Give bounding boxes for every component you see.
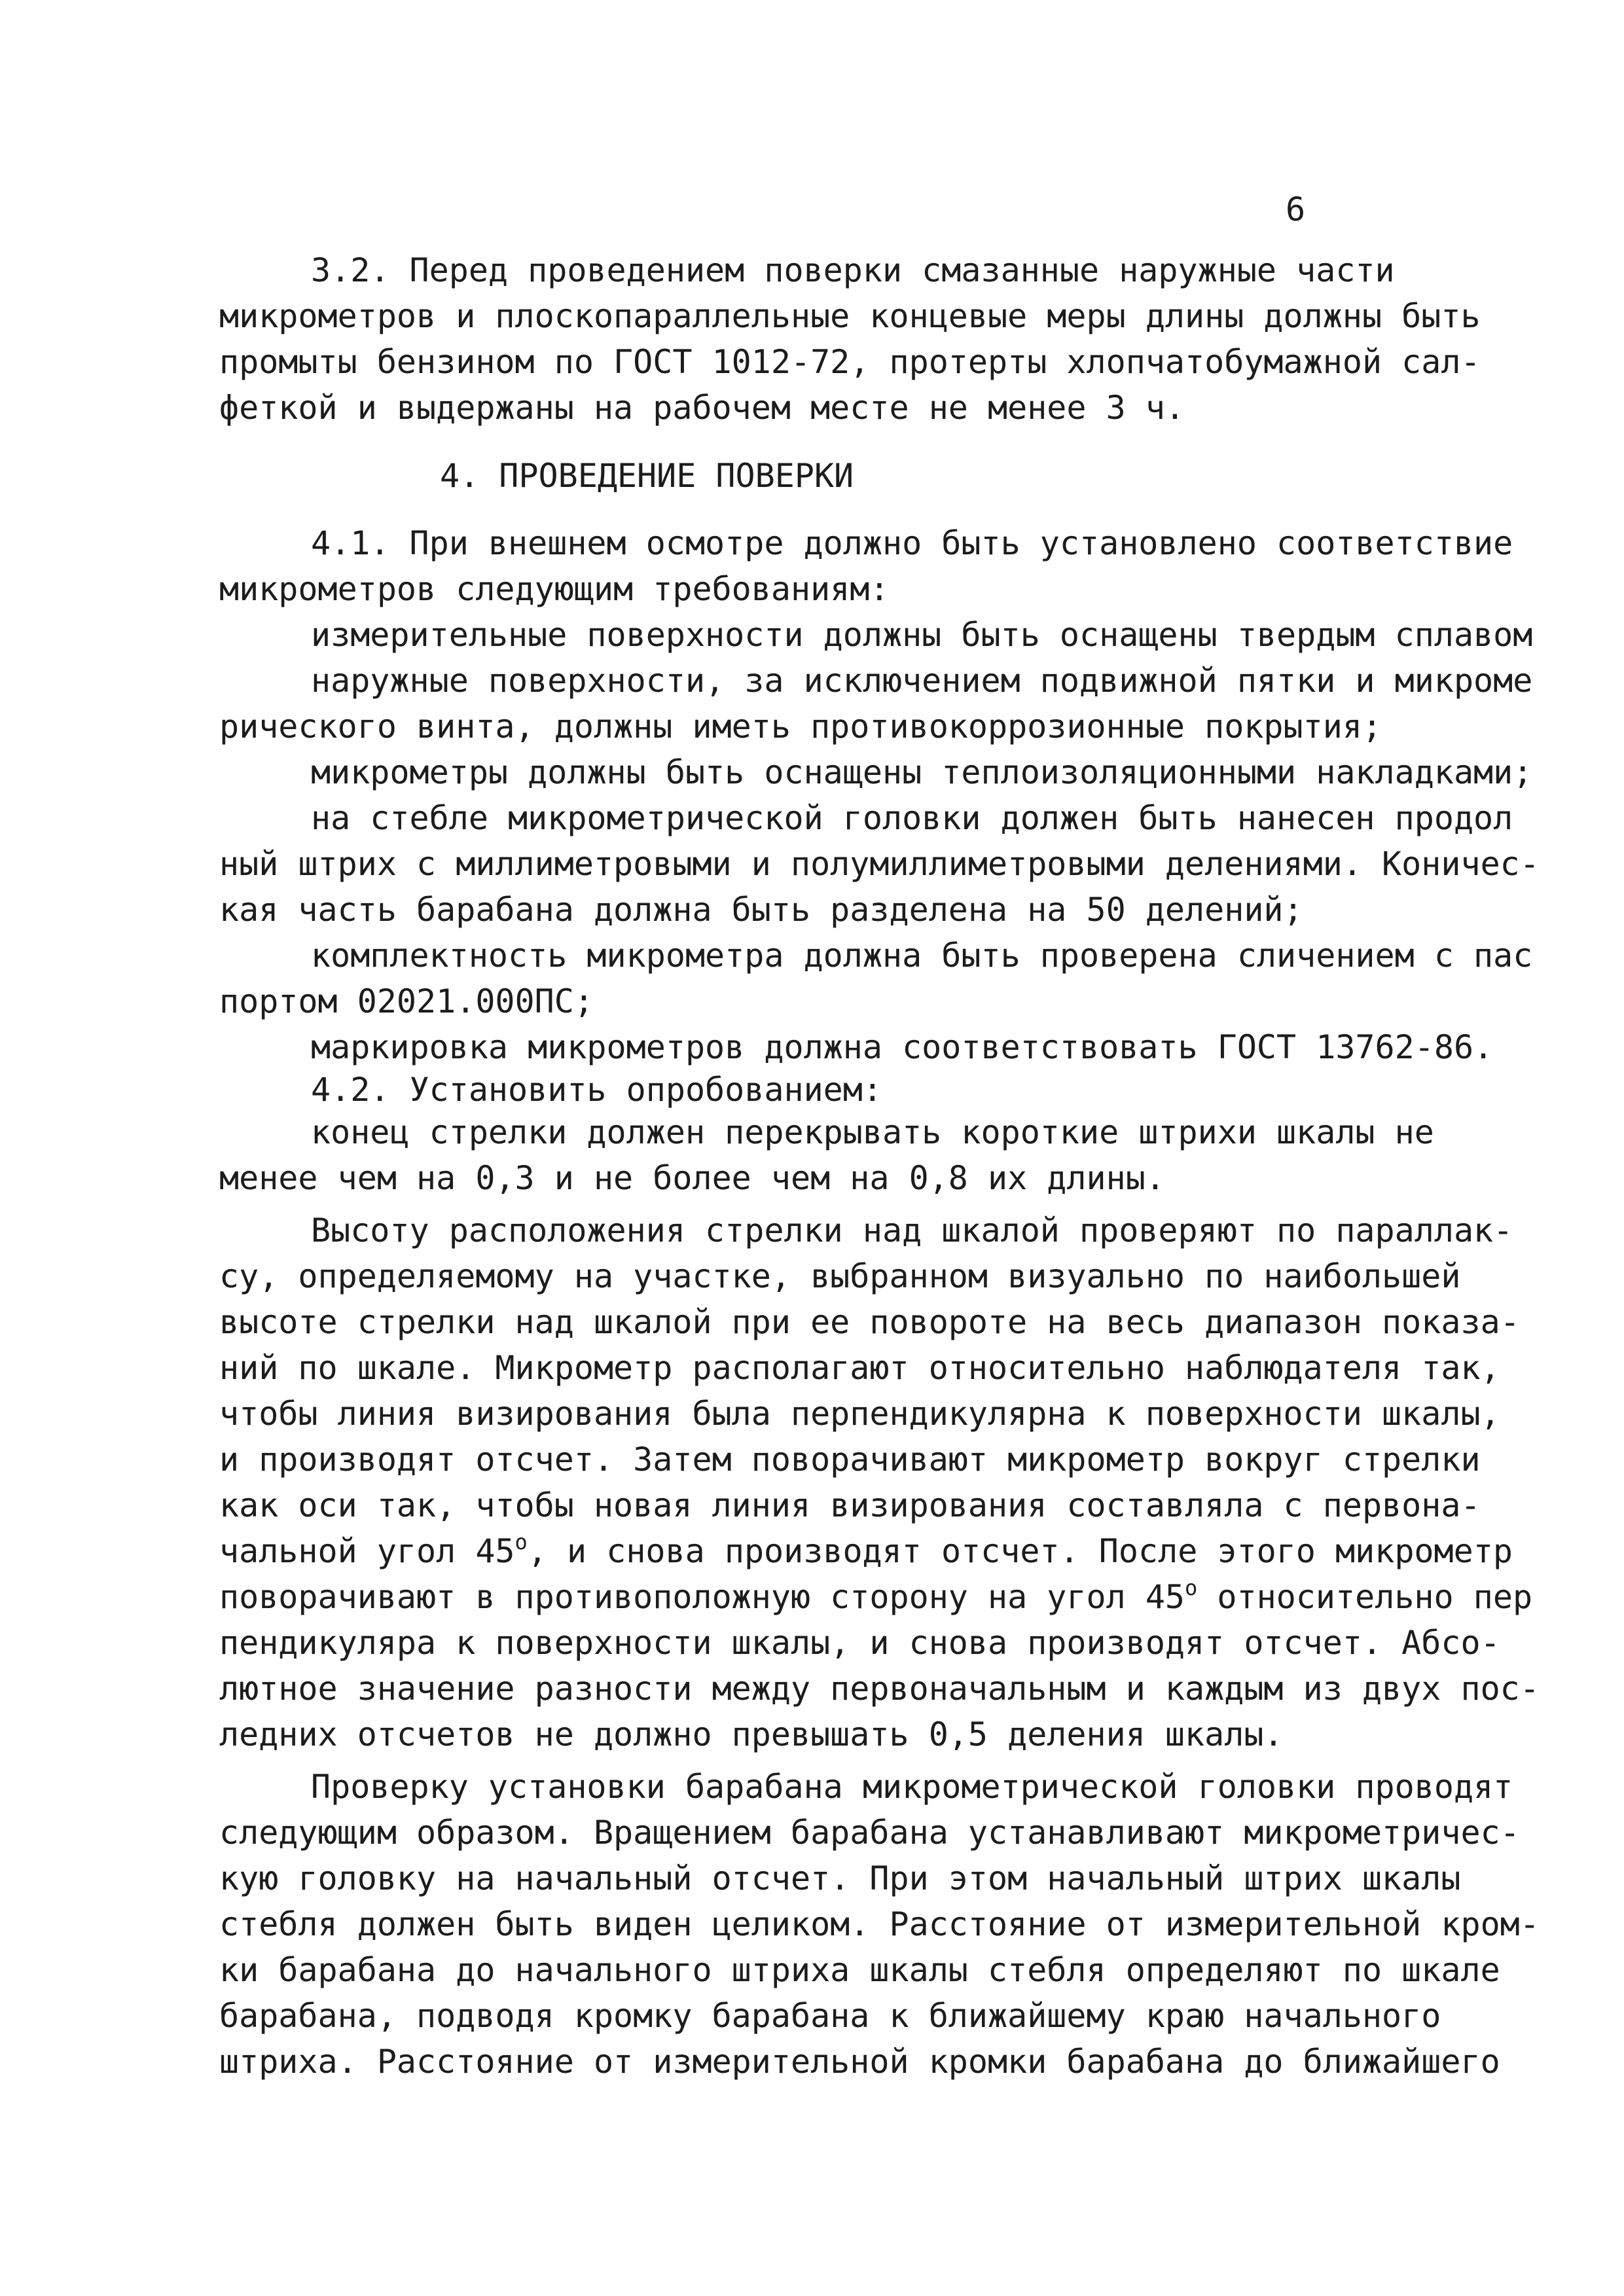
parallax-line-9 [219,1575,1533,1616]
drum-line-7: штриха. Расстояние от измерительной кромки барабана до ближайшего [219,2043,1500,2081]
parallax-line-2: су, определяемому на участке, выбранном визуально по наибольшей [219,1257,1461,1295]
p4-1-line-11: портом 02021.000ПС; [219,982,594,1020]
p4-1-line-6: микрометры должны быть оснащены теплоизоляционными накладками; [311,753,1533,791]
p4-1-line-7: на стебле микрометрической головки должен быть нанесен продол [311,799,1513,837]
parallax-line-9-end: относительно пер [1197,1578,1533,1616]
parallax-line-4: ний по шкале. Микрометр располагают относительно наблюдателя так, [219,1349,1500,1387]
degree-sign: o [514,1530,528,1554]
p4-2-line-3: менее чем на 0,3 и не более чем на 0,8 их длины. [219,1159,1165,1197]
page-number: 6 [1286,190,1306,228]
p4-2-line-2: конец стрелки должен перекрывать короткие штрихи шкалы не [311,1113,1434,1151]
parallax-line-8 [219,1530,1513,1570]
drum-line-1: Проверку установки барабана микрометрической головки проводят [311,1768,1513,1806]
parallax-line-7: как оси так, чтобы новая линия визирования составляла с первона- [219,1486,1481,1524]
parallax-line-5: чтобы линия визирования была перпендикулярна к поверхности шкалы, [219,1395,1500,1433]
p4-1-line-12: маркировка микрометров должна соответствовать ГОСТ 13762-86. [311,1028,1494,1066]
p4-1-line-5: рического винта, должны иметь противокоррозионные покрытия; [219,708,1382,745]
section-4-heading: 4. ПРОВЕДЕНИЕ ПОВЕРКИ [440,457,854,495]
p4-1-line-1: 4.1. При внешнем осмотре должно быть установлено соответствие [311,524,1513,562]
section-3-2-line-1: 3.2. Перед проведением поверки смазанные наружные части [311,251,1395,289]
parallax-line-11: лютное значение разности между первоначальным и каждым из двух пос- [219,1670,1540,1708]
p4-1-line-8: ный штрих с миллиметровыми и полумиллиметровыми делениями. Коничес- [219,845,1540,883]
parallax-line-8-start: чальной угол 45 [219,1532,515,1570]
section-3-2-line-4: феткой и выдержаны на рабочем месте не менее 3 ч. [219,389,1185,427]
parallax-line-12: ледних отсчетов не должно превышать 0,5 деления шкалы. [219,1715,1284,1753]
section-3-2-line-2: микрометров и плоскопараллельные концевые меры длины должны быть [219,297,1481,335]
parallax-line-3: высоте стрелки над шкалой при ее повороте на весь диапазон показа- [219,1303,1520,1341]
section-3-2-line-3: промыты бензином по ГОСТ 1012-72, протерты хлопчатобумажной сал- [219,343,1481,381]
drum-line-5: ки барабана до начального штриха шкалы стебля определяют по шкале [219,1951,1500,1989]
drum-line-2: следующим образом. Вращением барабана устанавливают микрометричес- [219,1814,1520,1852]
parallax-line-10: пендикуляра к поверхности шкалы, и снова производят отсчет. Абсо- [219,1624,1500,1662]
p4-1-line-9: кая часть барабана должна быть разделена на 50 делений; [219,891,1303,929]
p4-1-line-2: микрометров следующим требованиям: [219,570,890,608]
parallax-line-1: Высоту расположения стрелки над шкалой проверяют по параллак- [311,1211,1513,1249]
parallax-line-8-end: , и снова производят отсчет. После этого микрометр [527,1532,1513,1570]
drum-line-6: барабана, подводя кромку барабана к ближайшему краю начального [219,1997,1441,2035]
parallax-line-9-start: поворачивают в противоположную сторону на угол 45 [219,1578,1185,1616]
drum-line-3: кую головку на начальный отсчет. При этом начальный штрих шкалы [219,1859,1461,1897]
p4-2-line-1: 4.2. Установить опробованием: [311,1071,882,1109]
parallax-line-6: и производят отсчет. Затем поворачивают микрометр вокруг стрелки [219,1441,1481,1479]
p4-1-line-3: измерительные поверхности должны быть оснащены твердым сплавом [311,616,1533,654]
p4-1-line-10: комплектность микрометра должна быть проверена сличением с пас [311,937,1533,975]
degree-sign: o [1185,1575,1198,1600]
drum-line-4: стебля должен быть виден целиком. Расстояние от измерительной кром- [219,1905,1540,1943]
p4-1-line-4: наружные поверхности, за исключением подвижной пятки и микроме [311,662,1533,700]
